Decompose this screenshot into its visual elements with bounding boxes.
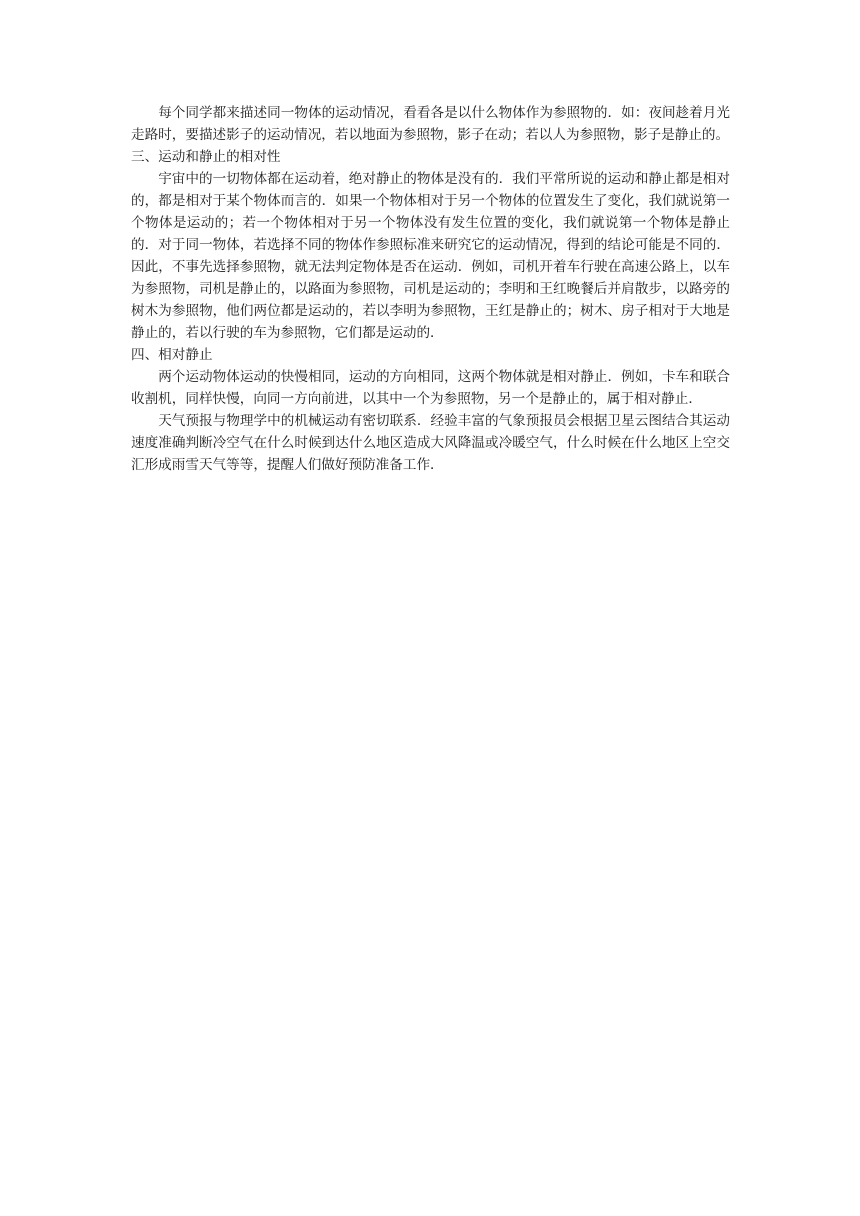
paragraph-relativity: 宇宙中的一切物体都在运动着，绝对静止的物体是没有的．我们平常所说的运动和静止都是相对的，都是相对于某个物体而言的．如果一个物体相对于另一个物体的位置发生了变化，我们就说第一个物体是运动的；若一个物体相对于另一个物体没有发生位置的变化，我们就说第一个物体是静止的．对于同一物体，若选择不同的物体作参照标准来研究它的运动情况，得到的结论可能是不同的．因此，不事先选择参照物，就无法判定物体是否在运动．例如，司机开着车行驶在高速公路上，以车为参照物，司机是静止的，以路面为参照物，司机是运动的；李明和王红晚餐后并肩散步，以路旁的树木为参照物，他们两位都是运动的，若以李明为参照物，王红是静止的；树木、房子相对于大地是静止的，若以行驶的车为参照物，它们都是运动的．: [131, 171, 730, 341]
document-page: [131, 102, 730, 476]
section-heading-relative-rest: 四、相对静止: [131, 347, 213, 363]
paragraph-reference-frame-example: 每个同学都来描述同一物体的运动情况，看看各是以什么物体作为参照物的．如：夜间趁着月光走路时，要描述影子的运动情况，若以地面为参照物，影子在动；若以人为参照物，影子是静止的。: [131, 105, 730, 143]
paragraph-relative-rest: 两个运动物体运动的快慢相同，运动的方向相同，这两个物体就是相对静止．例如，卡车和联合收割机，同样快慢，向同一方向前进，以其中一个为参照物，另一个是静止的，属于相对静止．: [131, 369, 730, 407]
section-heading-relativity: 三、运动和静止的相对性: [131, 149, 281, 165]
paragraph-weather-forecast: 天气预报与物理学中的机械运动有密切联系．经验丰富的气象预报员会根据卫星云图结合其运动速度准确判断冷空气在什么时候到达什么地区造成大风降温或冷暖空气，什么时候在什么地区上空交汇形成雨雪天气等等，提醒人们做好预防准备工作．: [131, 413, 730, 473]
